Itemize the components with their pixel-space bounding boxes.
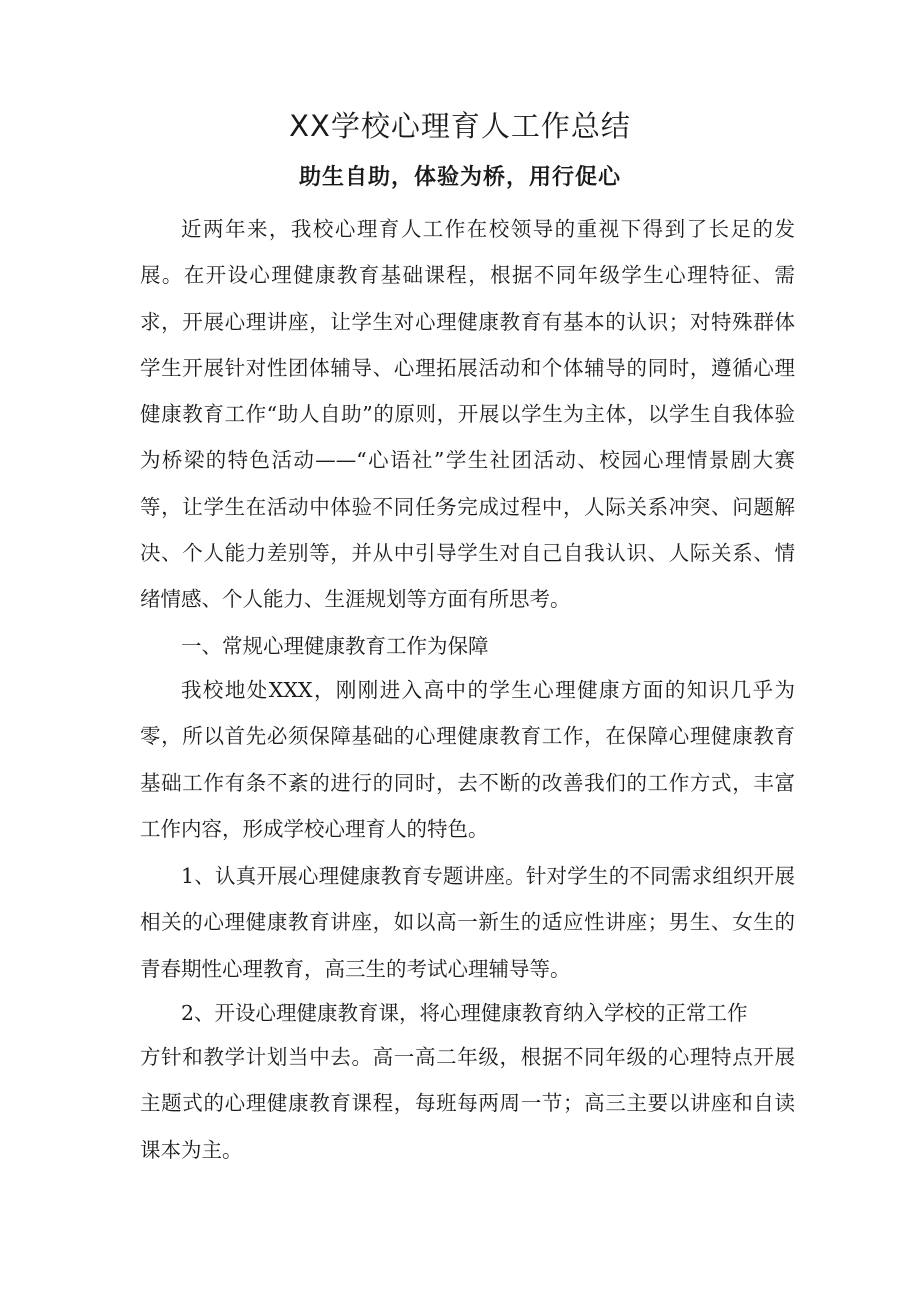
paragraph-item-1: 1、认真开展心理健康教育专题讲座。针对学生的不同需求组织开展相关的心理健康教育讲座，如以高一新生的适应性讲座；男生、女生的青春期性心理教育，高三生的考试心理辅导等。 [140,864,795,981]
paragraph-section-1: 我校地处XXX，刚刚进入高中的学生心理健康方面的知识几乎为零，所以首先必须保障基础的心理健康教育工作，在保障心理健康教育基础工作有条不紊的进行的同时，去不断的改善我们的工作方式，丰富工作内容，形成学校心理育人的特色。 [140,678,795,841]
paragraph-item-2-continued: 方针和教学计划当中去。高一高二年级，根据不同年级的心理特点开展主题式的心理健康教育课程，每班每两周一节；高三主要以讲座和自读课本为主。 [140,1045,795,1162]
document-title: XX学校心理育人工作总结 [289,109,631,143]
section-heading-1: 一、常规心理健康教育工作为保障 [181,634,489,658]
paragraph-intro: 近两年来，我校心理育人工作在校领导的重视下得到了长足的发展。在开设心理健康教育基础课程，根据不同年级学生心理特征、需求，开展心理讲座，让学生对心理健康教育有基本的认识；对特殊群体学生开展针对性团体辅导、心理拓展活动和个体辅导的同时，遵循心理健康教育工作“助人自助”的原则，开展以学生为主体，以学生自我体验为桥梁的特色活动——“心语社”学生社团活动、校园心理情景剧大赛等，让学生在活动中体验不同任务完成过程中，人际关系冲突、问题解决、个人能力差别等，并从中引导学生对自己自我认识、人际关系、情绪情感、个人能力、生涯规划等方面有所思考。 [140,217,795,612]
paragraph-item-2: 2、开设心理健康教育课，将心理健康教育纳入学校的正常工作 [181,1001,748,1025]
document-subtitle: 助生自助，体验为桥，用行促心 [298,165,621,190]
